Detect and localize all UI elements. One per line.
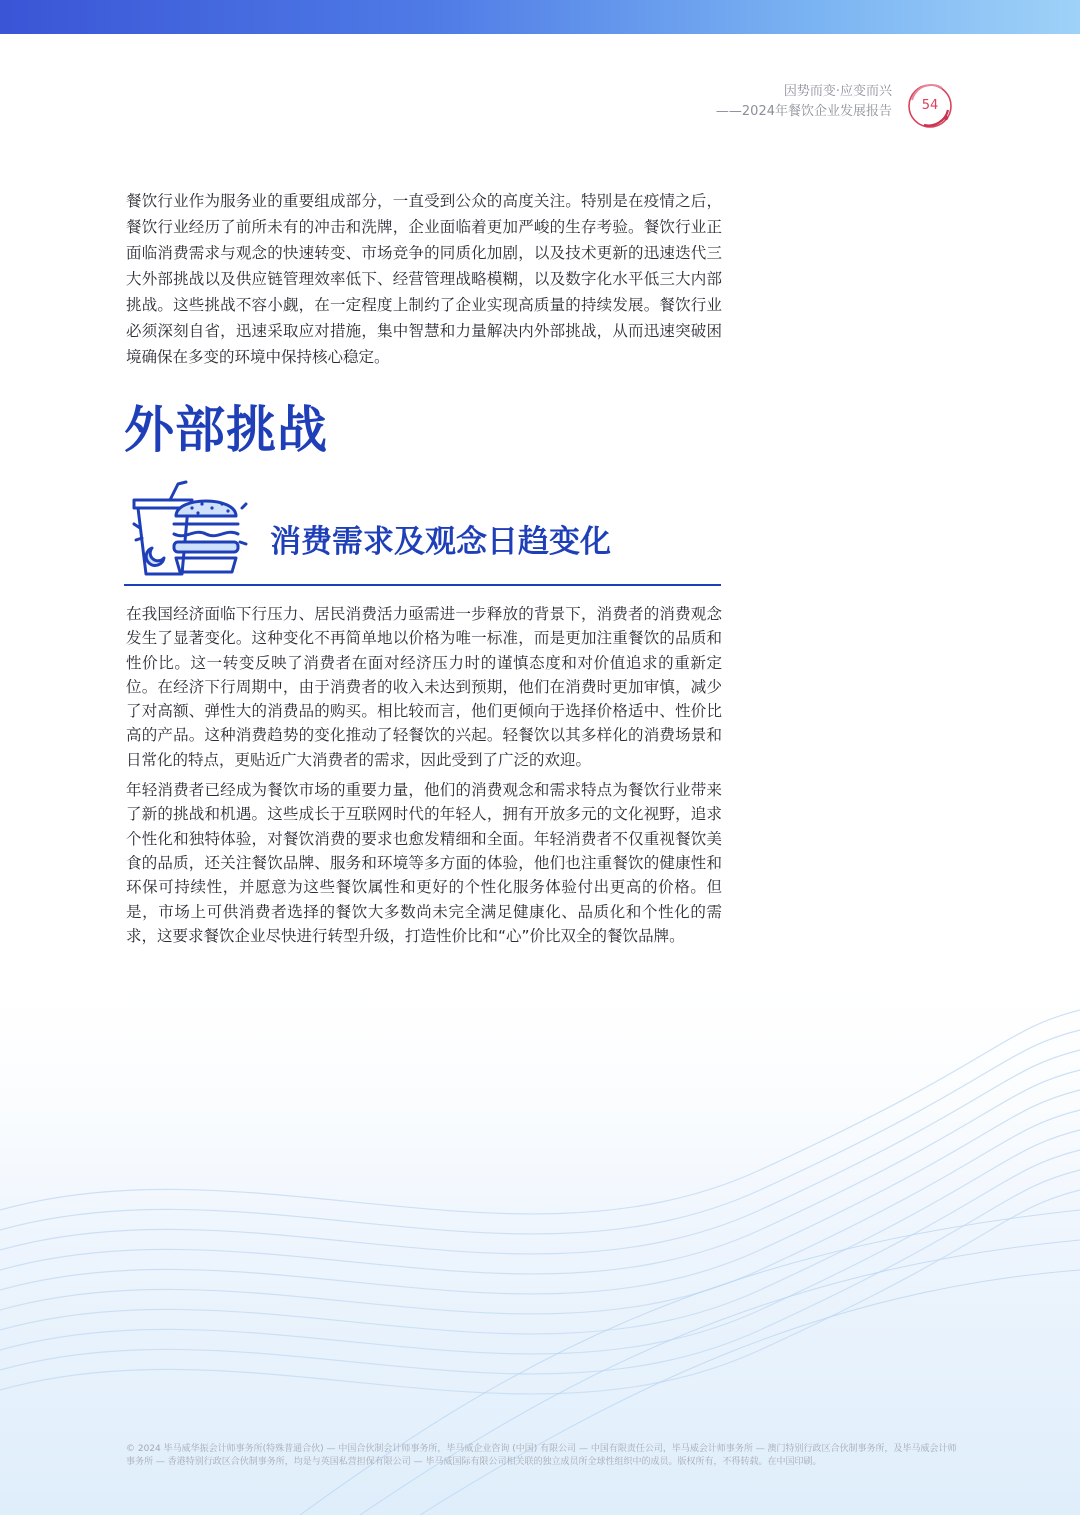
- decorative-waves: [0, 950, 1080, 1515]
- subsection-title: 消费需求及观念日趋变化: [270, 524, 611, 560]
- copyright-footer: © 2024 毕马威华振会计师事务所(特殊普通合伙) — 中国合伙制会计师事务所，毕马威企业咨询 (中国) 有限公司 — 中国有限责任公司，毕马威会计师事务所 — 澳门特别行政区合伙制事务所，及毕马威会计师事务所 — 香港特别行政区合伙制事务所，均是与英国私营担保有限公司 — 毕马威国际有限公司相关联的独立成员所全球性组织中的成员。版权所有，不得转载。在中国印刷。: [126, 1444, 957, 1467]
- food-drink-icon: [130, 478, 250, 582]
- report-title: ——2024年餐饮企业发展报告: [715, 104, 892, 119]
- report-header: [716, 82, 892, 122]
- section-title: 外部挑战: [124, 401, 328, 459]
- intro-paragraph: 餐饮行业作为服务业的重要组成部分，一直受到公众的高度关注。特别是在疫情之后，餐饮行业经历了前所未有的冲击和洗牌，企业面临着更加严峻的生存考验。餐饮行业正面临消费需求与观念的快速转变、市场竞争的同质化加剧，以及技术更新的迅速迭代三大外部挑战以及供应链管理效率低下、经营管理战略模糊，以及数字化水平低三大内部挑战。这些挑战不容小觑，在一定程度上制约了企业实现高质量的持续发展。餐饮行业必须深刻自省，迅速采取应对措施，集中智慧和力量解决内外部挑战，从而迅速突破困境确保在多变的环境中保持核心稳定。: [126, 192, 722, 366]
- top-banner: [0, 0, 1080, 34]
- body-paragraph: 年轻消费者已经成为餐饮市场的重要力量，他们的消费观念和需求特点为餐饮行业带来了新的挑战和机遇。这些成长于互联网时代的年轻人，拥有开放多元的文化视野，追求个性化和独特体验，对餐饮消费的要求也愈发精细和全面。年轻消费者不仅重视餐饮美食的品质，还关注餐饮品牌、服务和环境等多方面的体验，他们也注重餐饮的健康性和环保可持续性，并愿意为这些餐饮属性和更好的个性化服务体验付出更高的价格。但是，市场上可供消费者选择的餐饮大多数尚未完全满足健康化、品质化和个性化的需求，这要求餐饮企业尽快进行转型升级，打造性价比和“心”价比双全的餐饮品牌。: [126, 781, 722, 945]
- body-paragraph: 在我国经济面临下行压力、居民消费活力亟需进一步释放的背景下，消费者的消费观念发生了显著变化。这种变化不再简单地以价格为唯一标准，而是更加注重餐饮的品质和性价比。这一转变反映了消费者在面对经济压力时的谨慎态度和对价值追求的重新定位。在经济下行周期中，由于消费者的收入未达到预期，他们在消费时更加审慎，减少了对高额、弹性大的消费品的购买。相比较而言，他们更倾向于选择价格适中、性价比高的产品。这种消费趋势的变化推动了轻餐饮的兴起。轻餐饮以其多样化的消费场景和日常化的特点，更贴近广大消费者的需求，因此受到了广泛的欢迎。: [126, 605, 722, 769]
- section-body: [126, 602, 722, 954]
- page-number: 54: [921, 98, 939, 113]
- subsection-divider: [124, 584, 721, 586]
- report-subtitle: 因势而变·应变而兴: [783, 84, 892, 99]
